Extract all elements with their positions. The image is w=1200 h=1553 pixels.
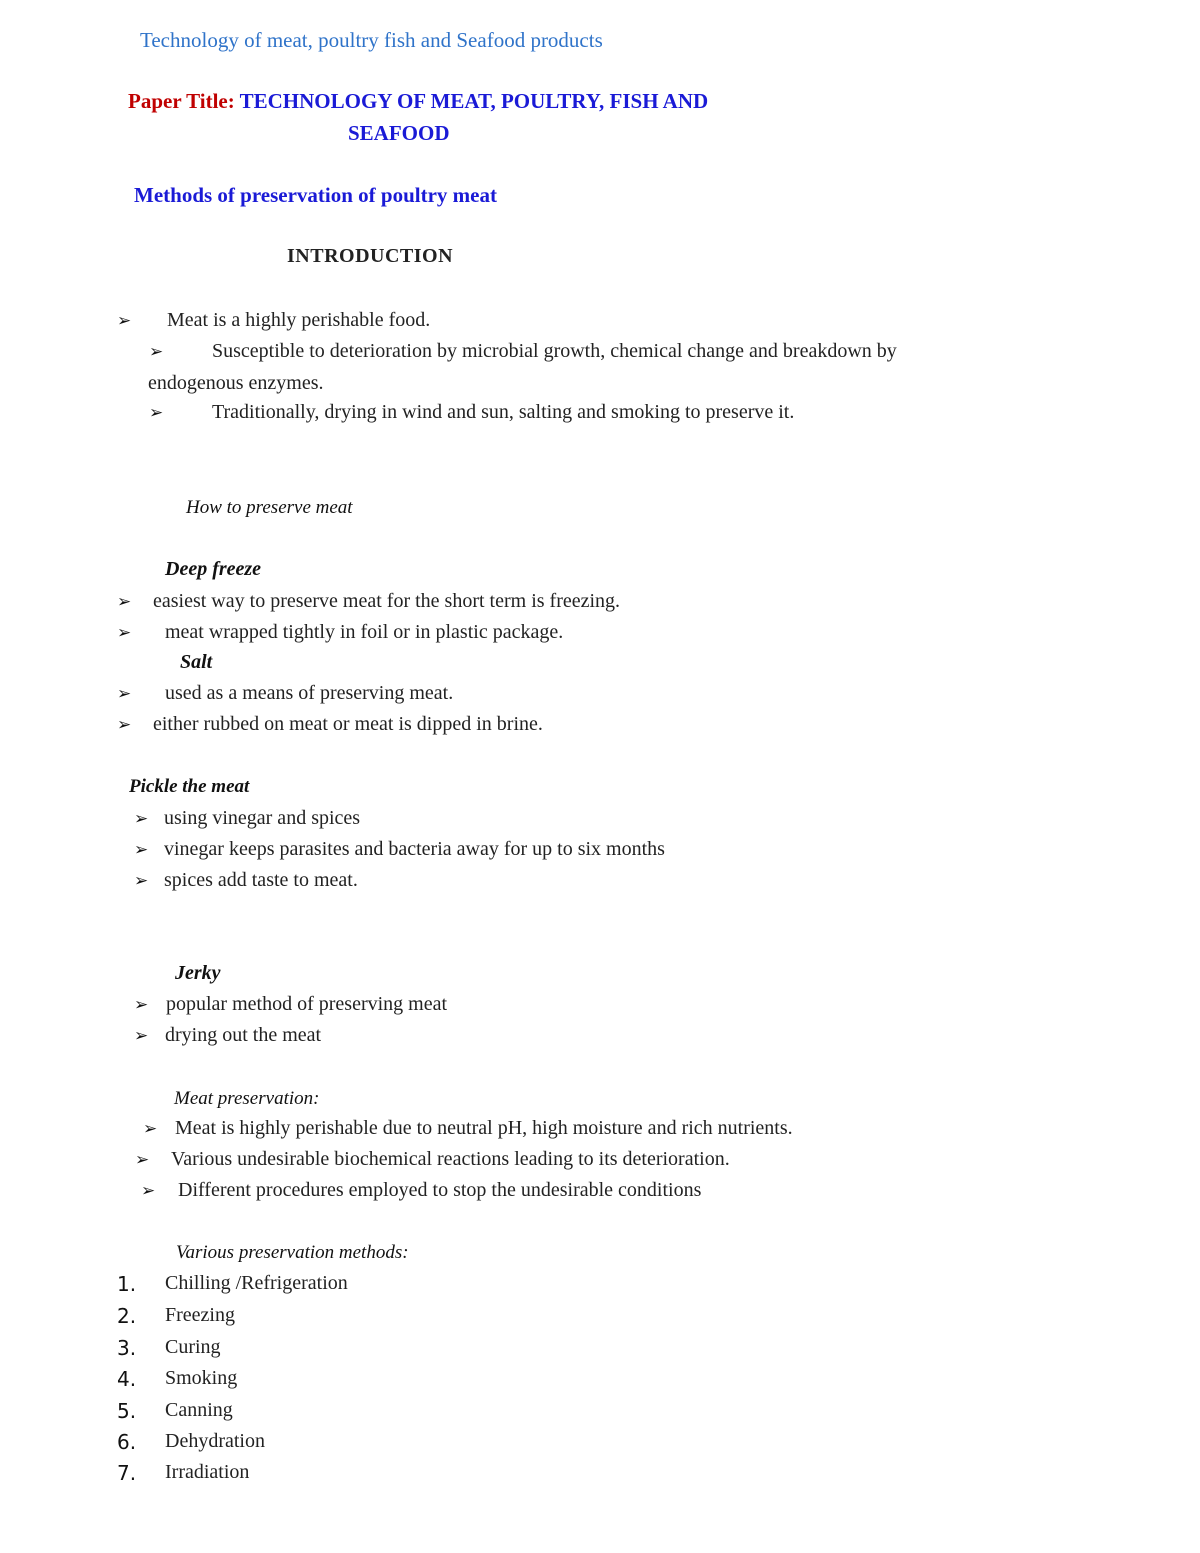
list-number: 4. [117,1367,137,1391]
list-number: 2. [117,1304,137,1328]
arrow-bullet-icon: ➢ [117,311,132,331]
list-number: 6. [117,1430,137,1454]
arrow-bullet-icon: ➢ [143,1119,158,1139]
pickle-heading: Pickle the meat [129,776,250,797]
method-item: Canning [165,1399,233,1421]
paper-title-continuation: SEAFOOD [348,121,450,145]
deep-freeze-bullet: meat wrapped tightly in foil or in plastic package. [165,621,564,643]
document-header: Technology of meat, poultry fish and Seafood products [140,28,603,52]
deep-freeze-heading: Deep freeze [165,558,262,580]
arrow-bullet-icon: ➢ [149,342,164,362]
deep-freeze-bullet: easiest way to preserve meat for the short term is freezing. [153,590,621,612]
various-methods-heading: Various preservation methods: [176,1242,409,1263]
method-item: Freezing [165,1304,235,1326]
method-item: Irradiation [165,1461,250,1483]
introduction-heading: INTRODUCTION [287,245,454,267]
meat-preservation-bullet: Different procedures employed to stop the undesirable conditions [178,1179,702,1201]
arrow-bullet-icon: ➢ [134,1026,149,1046]
list-number: 5. [117,1399,137,1423]
arrow-bullet-icon: ➢ [117,684,132,704]
salt-bullet: used as a means of preserving meat. [165,682,454,704]
pickle-bullet: spices add taste to meat. [164,869,358,891]
arrow-bullet-icon: ➢ [117,715,132,735]
method-item: Smoking [165,1367,238,1389]
intro-bullet: Susceptible to deterioration by microbial growth, chemical change and breakdown by [212,340,897,362]
pickle-bullet: using vinegar and spices [164,807,361,829]
meat-preservation-bullet: Various undesirable biochemical reactions leading to its deterioration. [171,1148,730,1170]
arrow-bullet-icon: ➢ [117,623,132,643]
arrow-bullet-icon: ➢ [134,871,149,891]
arrow-bullet-icon: ➢ [149,403,164,423]
how-to-heading: How to preserve meat [186,497,353,518]
arrow-bullet-icon: ➢ [134,840,149,860]
intro-bullet: Meat is a highly perishable food. [167,309,431,331]
meat-preservation-bullet: Meat is highly perishable due to neutral pH, high moisture and rich nutrients. [175,1117,793,1139]
salt-heading: Salt [180,651,213,673]
method-item: Chilling /Refrigeration [165,1272,348,1294]
list-number: 7. [117,1461,137,1485]
meat-preservation-heading: Meat preservation: [174,1088,320,1109]
arrow-bullet-icon: ➢ [141,1181,156,1201]
method-item: Curing [165,1336,221,1358]
list-number: 1. [117,1272,137,1296]
paper-title [128,89,708,114]
intro-bullet: Traditionally, drying in wind and sun, salting and smoking to preserve it. [212,401,795,423]
arrow-bullet-icon: ➢ [135,1150,150,1170]
methods-heading: Methods of preservation of poultry meat [134,183,497,207]
arrow-bullet-icon: ➢ [117,592,132,612]
arrow-bullet-icon: ➢ [134,995,149,1015]
paper-title-label: Paper Title: [128,89,235,113]
pickle-bullet: vinegar keeps parasites and bacteria away for up to six months [164,838,665,860]
paper-title-value: TECHNOLOGY OF MEAT, POULTRY, FISH AND [239,89,709,113]
arrow-bullet-icon: ➢ [134,809,149,829]
intro-bullet-continuation: endogenous enzymes. [148,372,324,394]
method-item: Dehydration [165,1430,265,1452]
jerky-heading: Jerky [175,962,221,984]
jerky-bullet: drying out the meat [165,1024,322,1046]
jerky-bullet: popular method of preserving meat [166,993,448,1015]
list-number: 3. [117,1336,137,1360]
salt-bullet: either rubbed on meat or meat is dipped in brine. [153,713,543,735]
